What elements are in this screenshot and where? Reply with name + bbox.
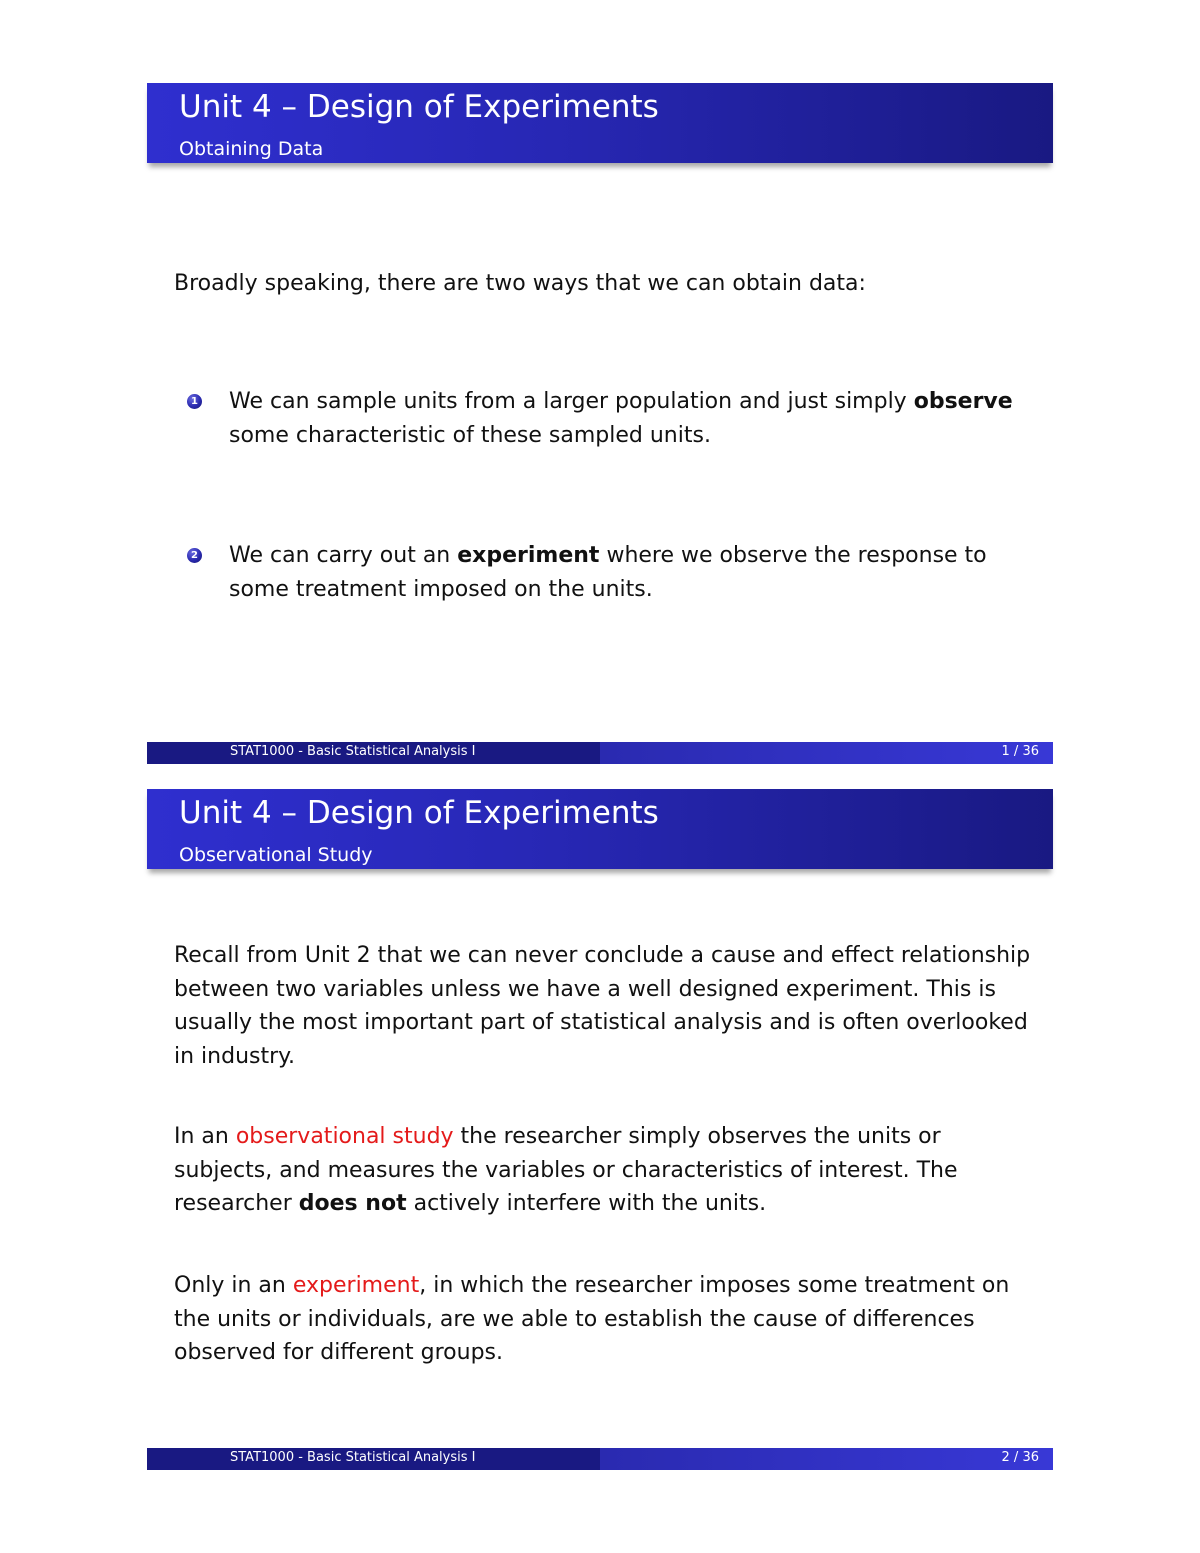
- list-item-text: [229, 539, 1039, 607]
- highlighted-term: experiment: [292, 1273, 420, 1298]
- footer-right-band: [600, 742, 1053, 764]
- highlighted-term: observational study: [235, 1124, 454, 1149]
- text-segment: the researcher simply observes the units or subjects, and measures the variables or characteristics of interest. The researcher: [174, 1124, 958, 1216]
- slide-footer: [147, 742, 1053, 764]
- bold-term: observe: [913, 389, 1013, 414]
- text-segment: some characteristic of these sampled units.: [229, 423, 711, 448]
- paragraph-3: [174, 1269, 1034, 1370]
- text-segment: , in which the researcher imposes some treatment on the units or individuals, are we able to establish the cause of differences observed for different groups.: [174, 1273, 1010, 1365]
- course-name: STAT1000 - Basic Statistical Analysis I: [230, 1450, 476, 1465]
- slide-1: [147, 83, 1053, 764]
- text-segment: We can carry out an: [229, 543, 458, 568]
- text-segment: We can sample units from a larger population and just simply: [229, 389, 914, 414]
- footer-left-band: [147, 1448, 600, 1470]
- page-number: 2 / 36: [1001, 1450, 1039, 1465]
- slide-2: [147, 789, 1053, 1470]
- paragraph-1: Recall from Unit 2 that we can never conclude a cause and effect relationship between two variables unless we have a well designed experiment. This is usually the most important part of statistical analysis and is often overlooked in industry.: [174, 943, 1031, 1069]
- text-segment: Only in an: [174, 1273, 293, 1298]
- text-segment: where we observe the response to some treatment imposed on the units.: [229, 543, 987, 602]
- paragraph-2: [174, 1120, 1034, 1221]
- number-badge-icon: 1: [187, 394, 202, 409]
- text-segment: In an: [174, 1124, 236, 1149]
- slide-subtitle: Obtaining Data: [179, 138, 324, 160]
- slide-title: Unit 4 – Design of Experiments: [179, 89, 659, 125]
- page-number: 1 / 36: [1001, 744, 1039, 759]
- list-item-text: [229, 385, 1039, 453]
- slide-title: Unit 4 – Design of Experiments: [179, 795, 659, 831]
- text-segment: actively interfere with the units.: [406, 1191, 767, 1216]
- slide-header: [147, 83, 1053, 163]
- slide-footer: [147, 1448, 1053, 1470]
- slide-header: [147, 789, 1053, 869]
- footer-left-band: [147, 742, 600, 764]
- bold-term: does not: [298, 1191, 407, 1216]
- slide-subtitle: Observational Study: [179, 844, 373, 866]
- number-badge-icon: 2: [187, 548, 202, 563]
- bold-term: experiment: [457, 543, 600, 568]
- footer-right-band: [600, 1448, 1053, 1470]
- course-name: STAT1000 - Basic Statistical Analysis I: [230, 744, 476, 759]
- intro-text: Broadly speaking, there are two ways that we can obtain data:: [174, 271, 866, 296]
